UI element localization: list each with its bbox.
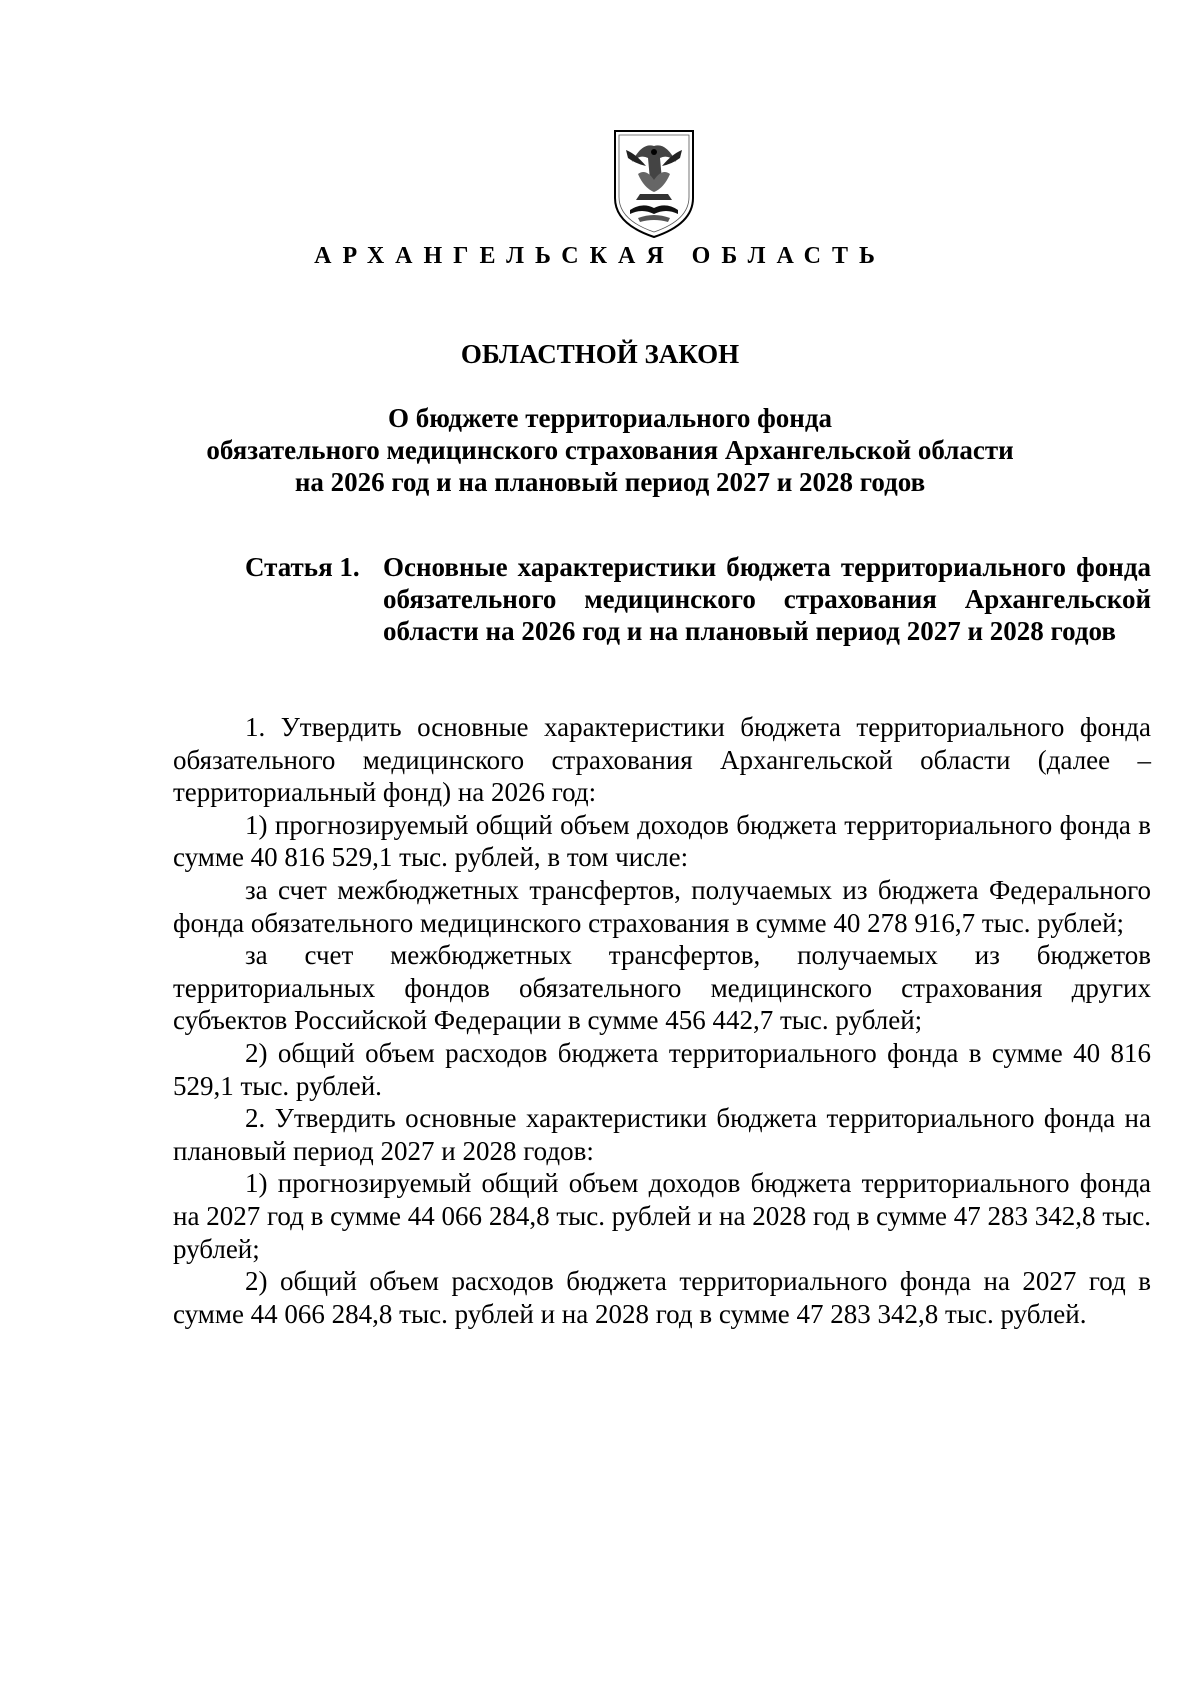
law-type-heading: ОБЛАСТНОЙ ЗАКОН (460, 339, 740, 369)
paragraph: за счет межбюджетных трансфертов, получаемых из бюджетов территориальных фондов обязательного медицинского страхования других субъектов Российской Федерации в сумме 456 442,7 тыс. рублей; (173, 940, 1151, 1036)
paragraph: 1) прогнозируемый общий объем доходов бюджета территориального фонда на 2027 год в сумме 44 066 284,8 тыс. рублей и на 2028 год в сумме 47 283 342,8 тыс. рублей; (173, 1168, 1151, 1264)
paragraph: 2) общий объем расходов бюджета территориального фонда на 2027 год в сумме 44 066 284,8 тыс. рублей и на 2028 год в сумме 47 283 342,8 тыс. рублей. (173, 1266, 1151, 1329)
article-body (173, 711, 1151, 1330)
article-heading: Основные характеристики бюджета территориального фонда обязательного медицинского страхования Архангельской области на 2026 год и на плановый период 2027 и 2028 годов (383, 552, 1151, 646)
coat-of-arms-icon (612, 128, 696, 240)
article-label: Статья 1. (245, 552, 360, 582)
paragraph: 2. Утвердить основные характеристики бюджета территориального фонда на плановый период 2027 и 2028 годов: (173, 1103, 1151, 1166)
region-name: АРХАНГЕЛЬСКАЯ ОБЛАСТЬ (314, 243, 886, 269)
law-title-line: обязательного медицинского страхования Архангельской области (206, 435, 1014, 465)
paragraph: 2) общий объем расходов бюджета территориального фонда в сумме 40 816 529,1 тыс. рублей. (173, 1037, 1151, 1101)
law-title (180, 402, 1040, 498)
paragraph: 1. Утвердить основные характеристики бюджета территориального фонда обязательного медицинского страхования Архангельской области (далее – территориальный фонд) на 2026 год: (173, 712, 1151, 808)
paragraph: 1) прогнозируемый общий объем доходов бюджета территориального фонда в сумме 40 816 529,1 тыс. рублей, в том числе: (173, 809, 1151, 873)
law-title-line: на 2026 год и на плановый период 2027 и 2028 годов (294, 467, 926, 497)
law-title-line: О бюджете территориального фонда (388, 403, 832, 433)
paragraph: за счет межбюджетных трансфертов, получаемых из бюджета Федерального фонда обязательного медицинского страхования в сумме 40 278 916,7 тыс. рублей; (173, 874, 1151, 938)
